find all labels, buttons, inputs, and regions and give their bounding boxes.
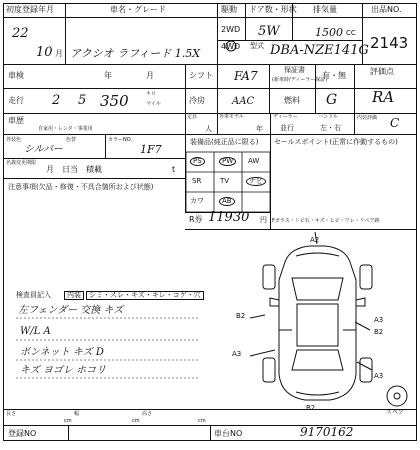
equip-aw: AW: [248, 157, 260, 165]
aircon-label: 冷房: [189, 96, 205, 105]
extra-options: Fガラス・トビ石・キズ・ヒビ・ワレ・リペア跡: [272, 218, 380, 224]
sales-point-label: セールスポイント(正常に作動するもの): [274, 138, 398, 146]
model-label: 型式: [250, 42, 264, 50]
car-name: アクシオ ラフィード 1.5X: [70, 47, 201, 60]
aircon-value: AAC: [232, 96, 255, 107]
displacement-label: 排気量: [313, 5, 337, 14]
fuel-value: G: [326, 92, 338, 108]
history-options: 自家用・レンタ・事業用: [38, 126, 93, 132]
color-no-value: 1F7: [140, 143, 162, 156]
exhibit-no-label: 出品NO.: [371, 5, 402, 14]
doors-value: 5W: [258, 24, 280, 39]
capacity-label: 定員: [187, 114, 198, 120]
width-label: 幅: [74, 411, 80, 417]
mile-unit: マイル: [146, 101, 161, 107]
mark-a3-right-rear: A3: [374, 372, 384, 380]
mark-a3-right: A3: [374, 316, 384, 324]
first-reg-label: 初度登録年月: [6, 5, 54, 14]
rating-label: 評価点: [370, 67, 394, 76]
month-unit: 月: [55, 49, 63, 58]
note-line-1: 左フェンダー 交換 キズ: [18, 305, 124, 316]
recycle-label: R券: [189, 215, 203, 224]
name-change-fields: 月 日当 積載: [46, 165, 102, 174]
reg-year: 22: [12, 26, 29, 41]
handle-value: 左・右: [320, 124, 341, 132]
inspection-items: シミ・スレ・キズ・キレ・コゲ・穴: [86, 291, 204, 300]
mark-a3-left: A3: [232, 350, 242, 358]
interior-rating: C: [390, 116, 400, 130]
drive-4wd: 4WD: [221, 42, 241, 51]
equip-pw: PW: [219, 157, 236, 166]
capacity-unit: 人: [205, 125, 212, 133]
mileage-b: 5: [78, 93, 87, 108]
inspector-label: 検査員記入: [16, 291, 51, 299]
equip-tv: TV: [220, 177, 230, 185]
warranty-value: 有・無: [322, 71, 346, 80]
km-unit: キロ: [146, 91, 157, 97]
color-change-label: 色替: [66, 137, 77, 143]
doors-shape-label: ドア数・形状: [249, 5, 297, 14]
yen-unit: 円: [260, 216, 267, 224]
equip-sr: SR: [192, 177, 202, 185]
drive-2wd: 2WD: [221, 25, 241, 34]
equipment-title: 装備品(純正品に限る): [190, 138, 259, 146]
color-no-label: カラーNO.: [108, 137, 133, 143]
model-year-unit: 年: [256, 125, 263, 133]
equip-leather: カワ: [190, 197, 204, 205]
inspection-position: 内装: [64, 291, 84, 300]
dealer-label: ディーラー: [273, 114, 298, 120]
displacement-value: 1500: [315, 26, 343, 39]
name-change-label: 名義変更期限: [6, 160, 37, 166]
shift-label: シフト: [189, 71, 213, 80]
mark-b2-right: B2: [374, 328, 384, 336]
length-label: 長さ: [6, 411, 17, 417]
load-unit: t: [172, 165, 176, 174]
model-year-label: 外車モデル: [219, 114, 244, 120]
interior-label: 内装評価: [357, 115, 378, 121]
cc-unit: CC: [346, 29, 356, 37]
spare-label: スペア: [386, 409, 405, 416]
color-value: シルバー: [24, 144, 64, 155]
regno-label: 登録NO: [8, 429, 37, 438]
note-line-2: W/L A: [20, 326, 51, 337]
reg-month: 10: [36, 45, 53, 60]
mileage-c: 350: [100, 92, 129, 110]
rating-value: RA: [372, 88, 395, 106]
name-grade-label: 車名・グレード: [110, 5, 166, 14]
warranty-sub: (新車時/ディーラー保証): [272, 77, 328, 83]
warranty-label: 保証書: [284, 66, 305, 74]
model-code: DBA-NZE141G: [270, 43, 369, 58]
history-label: 車歴: [8, 116, 24, 125]
length-unit: cm: [64, 418, 72, 424]
mark-b2-left: B2: [236, 312, 246, 320]
note-line-3: ボンネット キズ D: [20, 347, 104, 358]
equip-navi: ナビ: [246, 177, 266, 186]
color-label: 外装色: [6, 137, 22, 143]
dealer-value: 並行: [280, 124, 294, 132]
shift-value: FA7: [234, 69, 258, 83]
chassis-number: 9170162: [300, 425, 354, 439]
vehicle-inspection-label: 車検: [8, 71, 24, 80]
equip-ab: AB: [219, 197, 235, 206]
notes-label: 注意事項(欠品・修復・不具合箇所および状態): [8, 183, 154, 191]
mileage-a: 2: [52, 93, 61, 108]
mark-b2-bottom: B2: [306, 404, 316, 412]
mileage-label: 走行: [8, 96, 24, 105]
note-line-4: キズ ヨゴレ ホコリ: [20, 365, 107, 376]
handle-label: ハンドル: [318, 114, 339, 120]
mark-a2-top: A2: [310, 236, 320, 244]
exhibit-number: 2143: [370, 34, 409, 52]
width-unit: cm: [132, 418, 140, 424]
fuel-label: 燃料: [284, 96, 300, 105]
height-label: 高さ: [142, 411, 153, 417]
recycle-amount: 11930: [208, 210, 250, 225]
month-unit-2: 月: [146, 71, 154, 80]
chassis-label: 車台NO: [214, 429, 243, 438]
year-unit: 年: [104, 71, 112, 80]
drive-label: 駆動: [221, 5, 237, 14]
equip-ps: PS: [190, 157, 205, 166]
height-unit: cm: [198, 418, 206, 424]
